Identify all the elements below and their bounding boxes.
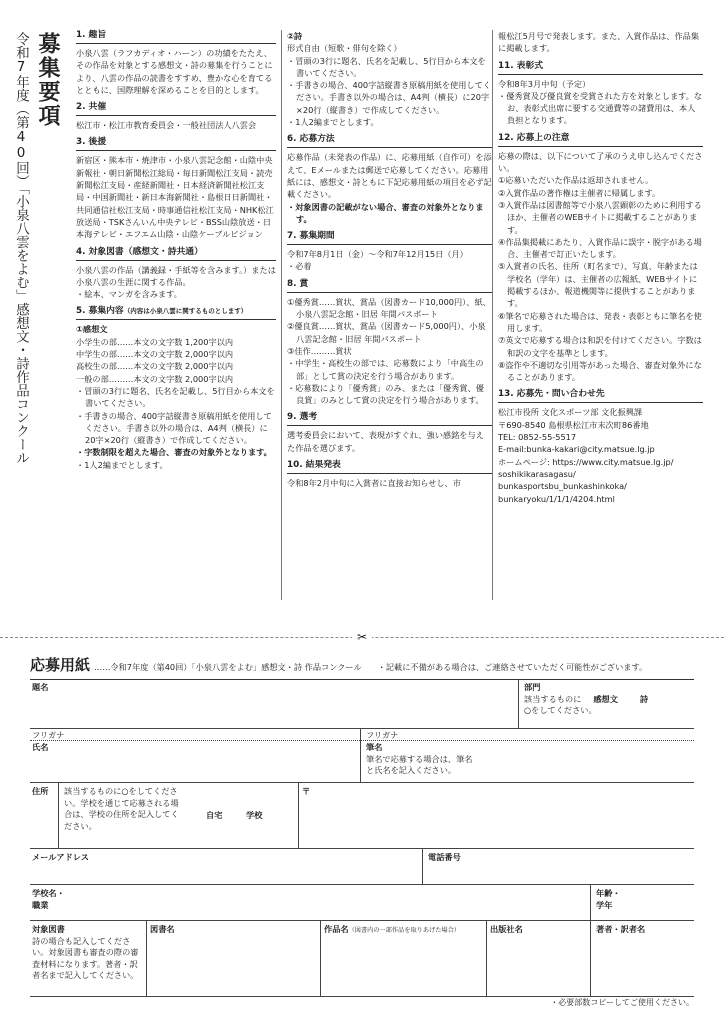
bullet: ・冒頭の3行に題名、氏名を記載し、5行目から本文を書いてください。	[76, 385, 275, 409]
limit-line: 小学生の部……本文の文字数 1,200字以内	[76, 336, 234, 347]
section-method	[287, 134, 492, 225]
email-field[interactable]: メールアドレス	[32, 852, 89, 862]
limit-line: 高校生の部……本文の文字数 2,000字以内	[76, 361, 234, 372]
bullet: ・1人2編までとします。	[76, 459, 168, 470]
section-heading: 1. 趣旨	[76, 30, 276, 44]
furigana-label: フリガナ	[366, 730, 399, 740]
section-notes	[498, 133, 703, 384]
school-job-field[interactable]: 学校名・ 職業	[32, 888, 65, 910]
section-target-book	[76, 247, 276, 301]
award-line: ②優良賞……賞状、賞品（図書カード5,000円）、小泉八雲記念館・旧居 年間パスポート	[287, 321, 486, 344]
section-ceremony	[498, 61, 703, 127]
section-purpose	[76, 30, 276, 96]
section-text: 令和7年8月1日（金）～令和7年12月15日（月）	[287, 249, 468, 260]
address-hint: 該当するものに○をしてください。学校を通じて応募される場合は、学校の住所を記入してください。	[64, 786, 179, 831]
bullet: ・対象図書の記載がない場合、審査の対象外となります。	[287, 201, 484, 224]
cut-line	[0, 630, 724, 644]
section-contact	[498, 389, 703, 504]
section-period	[287, 231, 492, 273]
book-title-field[interactable]: 図書名	[150, 924, 175, 934]
bullet: ・1人2編までとします。	[287, 117, 379, 128]
bullet: ・必着	[287, 261, 312, 272]
bullet: ・冒頭の3行に題名、氏名を記載し、5行目から本文を書いてください。	[287, 55, 486, 78]
category-field[interactable]: 部門 該当するものに 感想文 詩 ○をしてください。	[524, 682, 649, 715]
section-text: 新宿区・熊本市・焼津市・小泉八雲記念館・山陰中央新報社・朝日新聞松江総局・毎日新聞松江支局・読売新聞松江支局・産経新聞社・日本経済新聞社松江支局・中国新聞社・新日本海新聞社・島根日日新聞社・共同通信社松江支局・時事通信社松江支局・NHK松江放送局・TSKさんいん中央テレビ・BSS山陰放送・日本海テレビ・エフエム山陰・山陰ケーブルビジョン	[76, 155, 274, 240]
option-essay[interactable]: 感想文	[593, 693, 618, 704]
target-book-label: 対象図書 詩の場合も記入してください。対象図書も審査の際の審査材料になります。著者・訳者名まで記入してください。	[32, 924, 139, 980]
subsection-heading: ①感想文	[76, 324, 108, 335]
section-text: 形式自由（短歌・俳句を除く）	[287, 43, 402, 54]
main-title: 募集要項	[35, 32, 60, 128]
bullet: ・優秀賞及び優良賞を受賞された方を対象とします。なお、表彰式出席に要する交通費等の諸費用は、本人負担となります。	[498, 90, 703, 126]
publisher-field[interactable]: 出版社名	[490, 924, 523, 934]
section-heading: 10. 結果発表	[287, 460, 492, 474]
section-heading: 13. 応募先・問い合わせ先	[498, 389, 703, 403]
limit-line: 一般の部………本文の文字数 2,000字以内	[76, 373, 234, 384]
note-item: ⑧盗作や不適切な引用等があった場合、審査対象外になることがあります。	[498, 359, 702, 383]
award-line: ③佳作………賞状	[287, 345, 352, 356]
section-text: 応募作品（未発表の作品）に、応募用紙（自作可）を添えて、Eメールまたは郵送で応募してください。応募用紙には、感想文・詩ともに下記応募用紙の項目を必ず記載ください。	[287, 152, 492, 200]
section-content	[76, 306, 276, 471]
section-heading: 12. 応募上の注意	[498, 133, 703, 147]
section-text: 松江市・松江市教育委員会・一般社団法人八雲会	[76, 120, 257, 131]
section-selection	[287, 412, 492, 454]
bullet: ・字数制限を超えた場合、審査の対象外となります。	[76, 447, 272, 458]
postal-mark[interactable]: 〒	[302, 786, 311, 796]
phone-field[interactable]: 電話番号	[428, 852, 461, 862]
column-2	[287, 30, 492, 495]
subsection-heading: ②詩	[287, 31, 303, 41]
section-text: 令和8年2月中旬に入賞者に直接お知らせし、市	[287, 478, 461, 489]
section-heading: 3. 後援	[76, 137, 276, 151]
furigana-label: フリガナ	[32, 730, 65, 740]
contact-line: bunkasportsbu_bunkashinkoka/	[498, 481, 627, 492]
contact-line: bunkaryoku/1/1/1/4204.html	[498, 493, 615, 504]
section-text: 選考委員会において、表現がすぐれ、強い感銘を与えた作品を選びます。	[287, 430, 484, 453]
form-title: 応募用紙	[30, 656, 91, 674]
section-heading-note: （内容は小泉八雲に関するものとします）	[123, 307, 248, 316]
option-poem[interactable]: 詩	[639, 693, 649, 704]
contact-line: 〒690-8540 島根県松江市末次町86番地	[498, 419, 649, 430]
section-awards	[287, 279, 492, 407]
note-item: ②入賞作品の著作権は主催者に帰属します。	[498, 187, 661, 198]
section-heading: 2. 共催	[76, 102, 276, 116]
section-organizer	[76, 102, 276, 131]
bullet: ・応募数により「優秀賞」のみ、または「優秀賞、優良賞」のみとして賞の決定を行う場合があります。	[287, 382, 484, 406]
section-heading: 9. 選考	[287, 412, 492, 426]
section-heading: 5. 募集内容	[76, 306, 124, 317]
section-text: 応募の際は、以下について了承のうえ申し込んでください。	[498, 150, 703, 174]
section-announce-cont	[498, 30, 703, 55]
footer-note: ・必要部数コピーしてご使用ください。	[550, 998, 694, 1007]
note-item: ⑤入賞者の氏名、住所（町名まで）、写真、年齢または学校名（学年）は、主催者の広報紙、WEBサイトに掲載するほか、報道機関等に提供することがあります。	[498, 261, 698, 309]
bullet: ・手書きの場合、400字詰縦書き原稿用紙を使用してください。手書き以外の場合は、A4判（横長）に20字×20行（縦書き）で作成してください。	[287, 80, 491, 115]
column-1	[76, 30, 276, 477]
bullet: ・絵本、マンガを含みます。	[76, 289, 182, 300]
address-label: 住所	[32, 786, 49, 796]
section-text: 小泉八雲（ラフカディオ・ハーン）の功績をたたえ、その作品を対象とする感想文・詩の募集を行うことにより、八雲の作品の読書をすすめ、豊かな心を育てるとともに、国際理解を深めることを目的とします。	[76, 48, 273, 95]
author-field[interactable]: 著者・訳者名	[596, 924, 646, 934]
note-item: ①応募いただいた作品は返却されません。	[498, 175, 654, 186]
form-note: ・記載に不備がある場合は、ご連絡させていただく可能性がございます。	[377, 662, 648, 672]
age-grade-field[interactable]: 年齢・ 学年	[596, 888, 621, 910]
contact-line: soshikikarasagasu/	[498, 468, 576, 479]
form-dash: ……	[94, 662, 111, 672]
contest-subtitle: 令和7年度（第40回）「小泉八雲をよむ」感想文・詩作品コンクール	[13, 32, 29, 465]
column-3	[498, 30, 703, 511]
note-item: ⑦英文で応募する場合は和訳を付けてください。字数は和訳の文字を基準とします。	[498, 335, 702, 358]
limit-line: 中学生の部……本文の文字数 2,000字以内	[76, 349, 234, 360]
scissors-icon: ✂	[352, 629, 372, 645]
column-divider	[492, 30, 493, 600]
bullet: ・中学生・高校生の部では、応募数により「中高生の部」として賞の決定を行う場合があります。	[287, 358, 484, 381]
section-heading: 6. 応募方法	[287, 134, 492, 148]
vertical-title	[13, 32, 62, 572]
section-announce	[287, 460, 492, 489]
title-field[interactable]: 題名	[32, 682, 49, 692]
note-item: ③入賞作品は図書館等で小泉八雲顕彰のために利用するほか、主催者のWEBサイトに掲載することがあります。	[498, 199, 702, 235]
section-support	[76, 137, 276, 240]
section-heading: 4. 対象図書（感想文・詩共通）	[76, 247, 276, 261]
note-item: ④作品集掲載にあたり、入賞作品に誤字・脱字がある場合、主催者で訂正いたします。	[498, 236, 702, 260]
note-item: ⑥筆名で応募された場合は、発表・表彰ともに筆名を使用します。	[498, 310, 702, 333]
section-heading: 11. 表彰式	[498, 61, 703, 75]
option-home[interactable]: 自宅	[206, 810, 223, 820]
section-text: 小泉八雲の作品（講義録・手紙等を含みます。）または小泉八雲の生涯に関する作品。	[76, 264, 276, 287]
bullet: ・手書きの場合、400字詰縦書き原稿用紙を使用してください。手書き以外の場合は、A4判（横長）に20字×20行（縦書き）で作成してください。	[76, 410, 272, 446]
contact-line: ホームページ: https://www.city.matsue.lg.jp/	[498, 456, 674, 467]
contact-line: 松江市役所 文化スポーツ部 文化振興課	[498, 407, 643, 418]
section-text: 令和8年3月中旬（予定）	[498, 78, 591, 89]
section-heading: 7. 募集期間	[287, 231, 492, 245]
pen-name-field[interactable]: 筆名 筆名で応募する場合は、筆名と氏名を記入ください。	[366, 742, 473, 775]
contact-line: TEL: 0852-55-5517	[498, 432, 577, 443]
section-heading: 8. 賞	[287, 279, 492, 293]
contact-line: E-mail:bunka-kakari@city.matsue.lg.jp	[498, 444, 655, 455]
name-field[interactable]: 氏名	[32, 742, 49, 752]
option-school[interactable]: 学校	[246, 810, 263, 820]
award-line: ①優秀賞……賞状、賞品（図書カード10,000円）、紙、小泉八雲記念館・旧居 年間パスポート	[287, 296, 491, 320]
form-header	[30, 655, 710, 675]
application-form	[30, 679, 694, 995]
section-poem	[287, 30, 492, 128]
column-divider	[281, 30, 282, 600]
work-title-field[interactable]: 作品名（図書内の一部作品を取りあげた場合）	[324, 924, 460, 934]
form-contest-name: 令和7年度（第40回）「小泉八雲をよむ」感想文・詩 作品コンクール	[110, 662, 362, 672]
section-text: 報松江5月号で発表します。また、入賞作品は、作品集に掲載します。	[498, 31, 700, 54]
